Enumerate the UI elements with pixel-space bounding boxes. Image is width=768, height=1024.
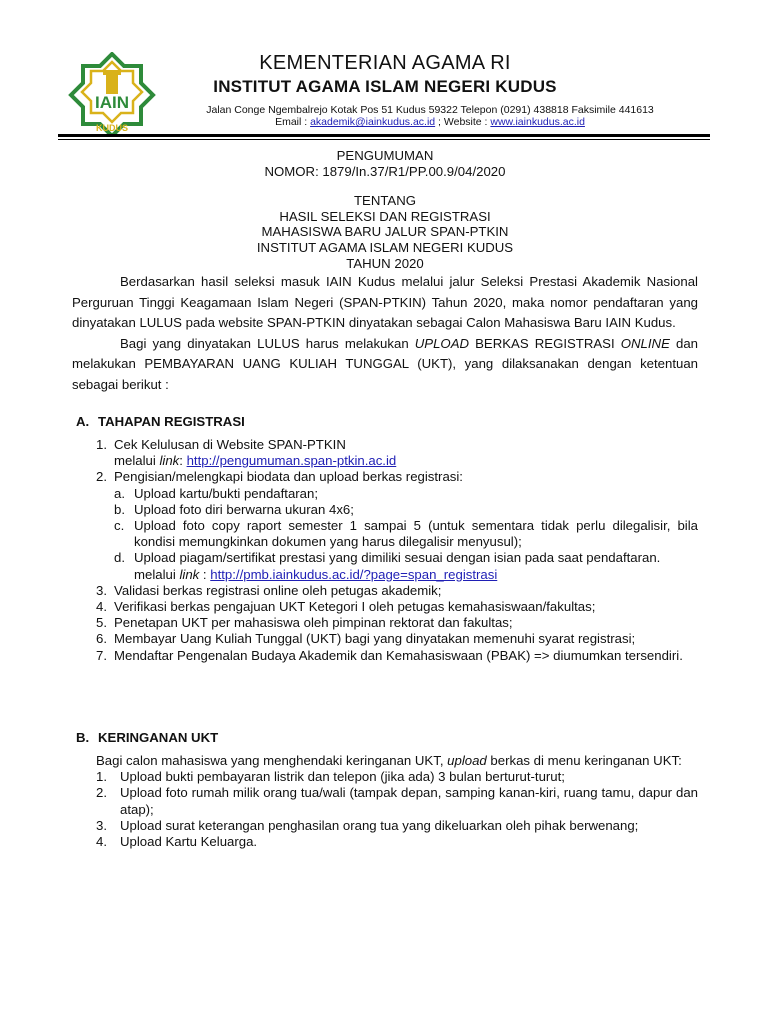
list-item [96, 631, 698, 647]
institute-name: INSTITUT AGAMA ISLAM NEGERI KUDUS [213, 77, 557, 96]
website-link[interactable]: www.iainkudus.ac.id [490, 116, 585, 128]
list-item [96, 769, 698, 785]
sub-list-item [96, 486, 698, 502]
link-word: link [179, 566, 200, 582]
item-number: 6. [96, 631, 107, 647]
institute-address: Jalan Conge Ngembalrejo Kotak Pos 51 Kudus 59322 Telepon (0291) 438818 Faksimile 441613 [206, 104, 654, 116]
website-label: ; Website : [435, 116, 491, 128]
section-a-title: TAHAPAN REGISTRASI [98, 414, 245, 429]
section-b-letter: B. [76, 730, 90, 745]
list-item [96, 785, 698, 817]
list-item [96, 599, 698, 615]
intro-body [72, 272, 698, 395]
list-item [96, 437, 698, 453]
item-text: Cek Kelulusan di Website SPAN-PTKIN [114, 437, 346, 452]
title-announcement: PENGUMUMAN [336, 148, 434, 163]
list-item [96, 469, 698, 485]
item-text: Membayar Uang Kuliah Tunggal (UKT) bagi yang dinyatakan memenuhi syarat registrasi; [114, 631, 636, 647]
list-item [96, 818, 698, 834]
list-item-continuation [96, 453, 698, 469]
pmb-registration-link[interactable]: http://pmb.iainkudus.ac.id/?page=span_registrasi [210, 566, 498, 582]
title-number: NOMOR: 1879/In.37/R1/PP.00.9/04/2020 [264, 163, 506, 179]
logo-text-sub: KUDUS [95, 123, 129, 133]
sub-list-item [96, 518, 698, 550]
intro-paragraph-1: Berdasarkan hasil seleksi masuk IAIN Kudus melalui jalur Seleksi Prestasi Akademik Nasional Perguruan Tinggi Keagamaan Islam Negeri (SPAN-PTKIN) Tahun 2020, maka nomor pendaftaran yang dinyatakan LULUS pada website SPAN-PTKIN dinyatakan sebagai Calon Mahasiswa Baru IAIN Kudus. [72, 274, 698, 330]
item-number: 1. [96, 769, 107, 785]
sub-item-letter: a. [114, 485, 125, 501]
intro-p2-part-b: BERKAS REGISTRASI [469, 335, 621, 351]
item-text: Upload Kartu Keluarga. [120, 834, 258, 850]
section-b-intro [96, 753, 698, 769]
item-text: Verifikasi berkas pengajuan UKT Ketegori I oleh petugas kemahasiswaan/fakultas; [114, 599, 596, 615]
item-text: Mendaftar Pengenalan Budaya Akademik dan Kemahasiswaan (PBAK) => diumumkan tersendiri. [114, 647, 683, 663]
sub-item-letter: b. [114, 501, 125, 517]
sub-item-text: Upload foto copy raport semester 1 sampai 5 (untuk sementara tidak perlu dilegalisir, bila kondisi memungkinkan dokumen yang harus dilegalisir menyusul); [134, 518, 698, 550]
item-number: 1. [96, 437, 107, 452]
item-text: Pengisian/melengkapi biodata dan upload berkas registrasi: [114, 469, 463, 485]
item-text: Upload foto rumah milik orang tua/wali (tampak depan, samping kanan-kiri, ruang tamu, dapur dan atap); [120, 785, 698, 817]
sub-item-text: Upload foto diri berwarna ukuran 4x6; [134, 501, 354, 517]
email-label: Email : [275, 116, 311, 128]
section-a-letter: A. [76, 414, 90, 429]
item-number: 2. [96, 469, 107, 485]
item-text: Upload bukti pembayaran listrik dan telepon (jika ada) 3 bulan berturut-turut; [120, 769, 565, 785]
via-text: melalui [114, 453, 160, 469]
header-rule-thick [58, 134, 710, 137]
title-subject-2: MAHASISWA BARU JALUR SPAN-PTKIN [261, 224, 509, 240]
section-a-heading [76, 414, 245, 429]
intro-p2-part-c: dan melakukan PEMBAYARAN UANG KULIAH TUNGGAL (UKT), yang dilaksanakan dengan ketentuan sebagai berikut : [72, 335, 698, 392]
sub-item-letter: d. [114, 550, 125, 566]
intro-part-a: Bagi calon mahasiswa yang menghendaki keringanan UKT, [96, 753, 448, 768]
item-number: 5. [96, 615, 107, 631]
intro-p2-part-a: Bagi yang dinyatakan LULUS harus melakukan [120, 335, 415, 351]
sub-item-text: Upload piagam/sertifikat prestasi yang dimiliki sesuai dengan isian pada saat pendaftaran. [134, 550, 661, 566]
via-text: melalui [134, 566, 180, 582]
title-year: TAHUN 2020 [346, 255, 424, 271]
intro-p2-online: ONLINE [620, 335, 670, 351]
list-item-continuation [96, 567, 698, 583]
section-b-heading [76, 730, 218, 745]
sub-item-letter: c. [114, 518, 125, 534]
title-subject-3: INSTITUT AGAMA ISLAM NEGERI KUDUS [256, 239, 514, 255]
colon: : [199, 566, 211, 582]
registration-steps-list [96, 437, 698, 664]
item-number: 4. [96, 599, 107, 615]
intro-paragraph-2 [72, 334, 698, 396]
title-subject-1: HASIL SELEKSI DAN REGISTRASI [279, 208, 491, 224]
intro-upload-word: upload [447, 753, 487, 768]
list-item [96, 583, 698, 599]
list-item [96, 834, 698, 850]
ukt-relief-list [96, 753, 698, 850]
link-word: link [159, 453, 180, 469]
span-ptkin-link[interactable]: http://pengumuman.span-ptkin.ac.id [186, 453, 397, 469]
item-text: Validasi berkas registrasi online oleh petugas akademik; [114, 582, 442, 598]
title-about: TENTANG [353, 193, 417, 209]
sub-item-text: Upload kartu/bukti pendaftaran; [134, 485, 319, 501]
announcement-title-block [170, 148, 600, 271]
sub-list-item [96, 550, 698, 566]
item-number: 4. [96, 834, 107, 850]
item-number: 7. [96, 647, 107, 663]
section-b-title: KERINGANAN UKT [98, 730, 219, 745]
list-item [96, 648, 698, 664]
intro-p2-upload: UPLOAD [414, 335, 470, 351]
colon: : [179, 453, 187, 469]
item-text: Upload surat keterangan penghasilan orang tua yang dikeluarkan oleh pihak berwenang; [120, 817, 639, 833]
email-link[interactable]: akademik@iainkudus.ac.id [310, 116, 436, 128]
intro-part-b: berkas di menu keringanan UKT: [486, 753, 682, 768]
header-rule-thin [58, 139, 710, 140]
institute-contact [170, 116, 690, 128]
item-number: 3. [96, 582, 107, 598]
sub-list-item [96, 502, 698, 518]
logo-text-main: IAIN [95, 93, 129, 112]
item-number: 2. [96, 785, 107, 801]
ministry-name: KEMENTERIAN AGAMA RI [259, 52, 511, 74]
iain-kudus-logo [62, 52, 162, 134]
item-text: Penetapan UKT per mahasiswa oleh pimpinan rektorat dan fakultas; [114, 615, 513, 631]
list-item [96, 615, 698, 631]
item-number: 3. [96, 817, 107, 833]
